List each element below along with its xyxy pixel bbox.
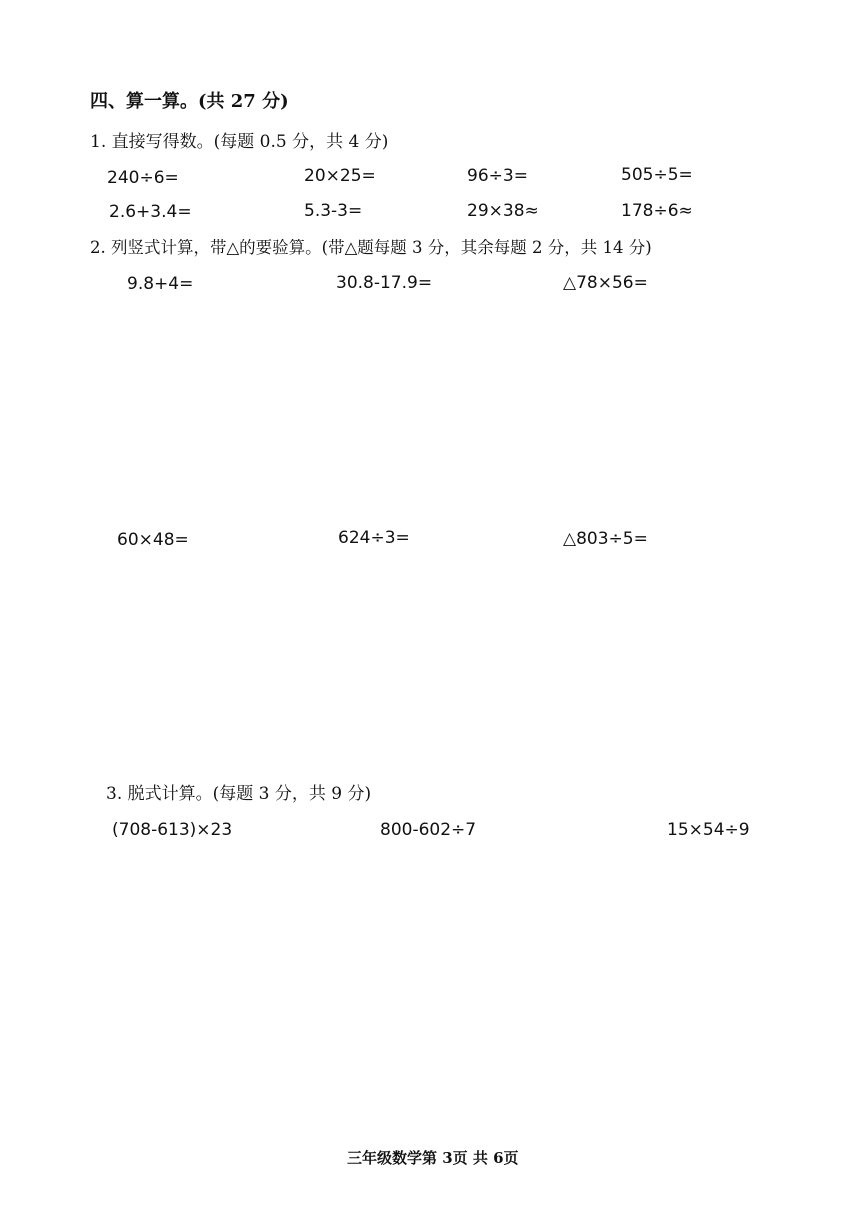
q3-heading: 3. 脱式计算。(每题 3 分，共 9 分) bbox=[106, 784, 372, 804]
q1-item: 505÷5= bbox=[621, 165, 693, 185]
q2-item: △803÷5= bbox=[563, 529, 648, 549]
q1-item: 20×25= bbox=[304, 166, 376, 186]
q1-item: 2.6+3.4= bbox=[109, 202, 192, 222]
q3-item: 15×54÷9 bbox=[667, 820, 750, 840]
q2-item: 624÷3= bbox=[338, 528, 410, 548]
q1-item: 240÷6= bbox=[107, 168, 179, 188]
q1-item: 5.3-3= bbox=[304, 201, 363, 221]
section-title: 四、算一算。(共 27 分) bbox=[90, 91, 289, 112]
q1-item: 29×38≈ bbox=[467, 201, 539, 221]
q3-item: (708-613)×23 bbox=[112, 820, 233, 840]
q2-item: △78×56= bbox=[563, 273, 648, 293]
q1-heading: 1. 直接写得数。(每题 0.5 分，共 4 分) bbox=[90, 132, 389, 152]
q2-item: 60×48= bbox=[117, 530, 189, 550]
q2-heading: 2. 列竖式计算，带△的要验算。(带△题每题 3 分，其余每题 2 分，共 14 分) bbox=[90, 238, 652, 257]
q2-item: 9.8+4= bbox=[127, 274, 194, 294]
q2-item: 30.8-17.9= bbox=[336, 273, 433, 293]
page-footer: 三年级数学第 3页 共 6页 bbox=[347, 1149, 519, 1167]
q3-item: 800-602÷7 bbox=[380, 820, 477, 840]
q1-item: 96÷3= bbox=[467, 166, 528, 186]
q1-item: 178÷6≈ bbox=[621, 201, 693, 221]
